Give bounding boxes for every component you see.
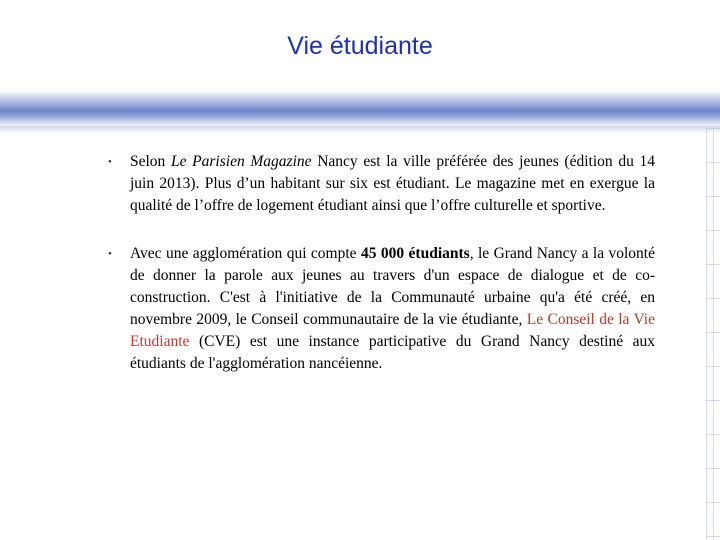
bullet-dot: • xyxy=(108,156,112,168)
slide-title: Vie étudiante xyxy=(287,32,433,60)
bullet2-text-end: (CVE) est une instance participative du Grand Nancy destiné aux étudiants de l'agglomération nancéienne. xyxy=(130,333,655,372)
bullet1-text-end: Nancy est la ville préférée des jeunes (édition du 14 juin 2013). Plus d’un habitant sur six est étudiant. Le magazine met en exergue la qualité de l’offre de logement étudiant ainsi que l’offre culturelle et sportive. xyxy=(130,153,655,214)
bullet1-text-start: Selon xyxy=(130,153,171,170)
bullet-list xyxy=(108,151,655,401)
grid-decoration xyxy=(706,128,720,540)
council-name: Le Conseil de la Vie Etudiante xyxy=(130,311,655,350)
magazine-name: Le Parisien Magazine xyxy=(171,153,312,170)
bullet2-text-middle: , le Grand Nancy a la volonté de donner la parole aux jeunes au travers d'un espace de dialogue et de co-construction. C'est à l'initiative de la Communauté urbaine qu'a été créé, en novembre 2009, le Conseil communautaire de la vie étudiante, xyxy=(130,245,655,328)
bullet2-text-start: Avec une agglomération qui compte xyxy=(130,245,361,262)
students-count: 45 000 étudiants xyxy=(360,245,470,262)
title-band xyxy=(0,92,720,126)
bullet-item-1 xyxy=(108,151,655,217)
band-shadow xyxy=(0,126,720,134)
bullet-dot: • xyxy=(108,248,112,260)
bullet-item-2 xyxy=(108,243,655,375)
